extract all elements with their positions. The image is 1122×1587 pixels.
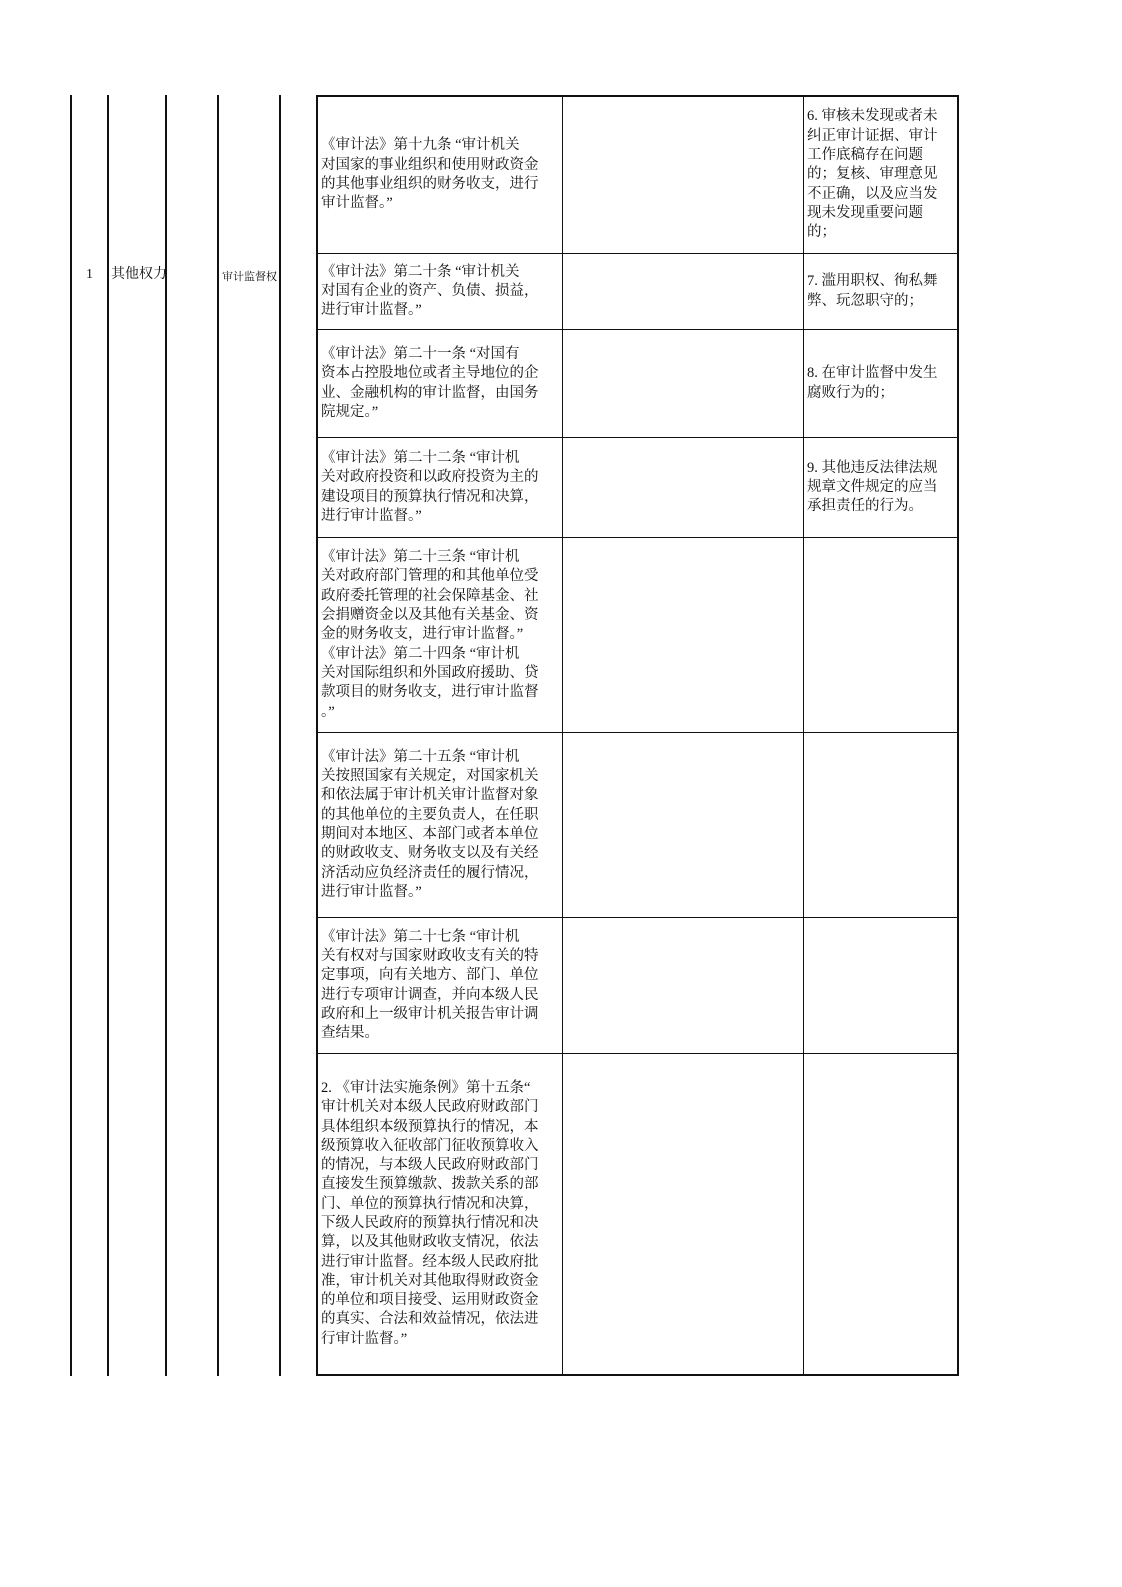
table-row bbox=[318, 330, 957, 438]
middle-cell bbox=[563, 330, 804, 437]
middle-cell bbox=[563, 254, 804, 329]
liability-cell: 6. 审核未发现或者未 纠正审计证据、审计 工作底稿存在问题 的；复核、审理意见 不正确，以及应当发 现未发现重要问题 的； bbox=[807, 108, 938, 241]
table-row bbox=[318, 733, 957, 918]
legal-basis-cell: 《审计法》第十九条 “审计机关 对国家的事业组织和使用财政资金 的其他事业组织的财务收支，进行 审计监督。” bbox=[318, 97, 563, 253]
power-name: 审计监督权 bbox=[222, 271, 277, 283]
legal-basis-cell: 《审计法》第二十条 “审计机关 对国有企业的资产、负债、损益， 进行审计监督。” bbox=[318, 254, 563, 329]
table-row bbox=[318, 1054, 957, 1374]
liability-cell bbox=[804, 733, 957, 917]
left-column-border-1 bbox=[70, 95, 72, 1376]
legal-basis-table bbox=[316, 95, 959, 1376]
middle-cell bbox=[563, 918, 804, 1053]
legal-basis-cell: 《审计法》第二十二条 “审计机 关对政府投资和以政府投资为主的 建设项目的预算执行情况和决算， 进行审计监督。” bbox=[318, 438, 563, 537]
middle-cell bbox=[563, 438, 804, 537]
liability-cell bbox=[804, 538, 957, 732]
table-row bbox=[318, 97, 957, 254]
liability-cell: 8. 在审计监督中发生 腐败行为的； bbox=[807, 365, 938, 401]
left-column-border-2 bbox=[107, 95, 109, 1376]
liability-cell bbox=[804, 918, 957, 1053]
left-column-border-3 bbox=[165, 95, 167, 1376]
middle-cell bbox=[563, 733, 804, 917]
left-column-border-4 bbox=[217, 95, 219, 1376]
left-column-border-5 bbox=[279, 95, 281, 1376]
legal-basis-cell: 《审计法》第二十五条 “审计机 关按照国家有关规定，对国家机关 和依法属于审计机关审计监督对象 的其他单位的主要负责人，在任职 期间对本地区、本部门或者本单位 的财政收支、财务收支以及有关经 济活动应负经济责任的履行情况， 进行审计监督。” bbox=[318, 733, 563, 917]
liability-cell: 7. 滥用职权、徇私舞 弊、玩忽职守的； bbox=[807, 273, 938, 309]
liability-cell: 9. 其他违反法律法规 规章文件规定的应当 承担责任的行为。 bbox=[807, 459, 938, 515]
legal-basis-cell: 2. 《审计法实施条例》第十五条“ 审计机关对本级人民政府财政部门 具体组织本级预算执行的情况，本 级预算收入征收部门征收预算收入 的情况，与本级人民政府财政部门 直接发生预算缴款、拨款关系的部 门、单位的预算执行情况和决算， 下级人民政府的预算执行情况和决 算，以及其他财政收支情况，依法 进行审计监督。经本级人民政府批 准，审计机关对其他取得财政资金 的单位和项目接受、运用财政资金 的真实、合法和效益情况，依法进 行审计监督。” bbox=[318, 1054, 563, 1374]
power-category: 其他权力 bbox=[111, 267, 167, 282]
table-row bbox=[318, 254, 957, 330]
middle-cell bbox=[563, 1054, 804, 1374]
legal-basis-cell: 《审计法》第二十三条 “审计机 关对政府部门管理的和其他单位受 政府委托管理的社会保障基金、社 会捐赠资金以及其他有关基金、资 金的财务收支，进行审计监督。” 《审计法》第二十四条 “审计机 关对国际组织和外国政府援助、贷 款项目的财务收支，进行审计监督 。” bbox=[318, 538, 563, 732]
middle-cell bbox=[563, 538, 804, 732]
row-index: 1 bbox=[86, 267, 93, 282]
legal-basis-cell: 《审计法》第二十一条 “对国有 资本占控股地位或者主导地位的企 业、金融机构的审计监督，由国务 院规定。” bbox=[318, 330, 563, 437]
middle-cell bbox=[563, 97, 804, 253]
legal-basis-cell: 《审计法》第二十七条 “审计机 关有权对与国家财政收支有关的特 定事项，向有关地方、部门、单位 进行专项审计调查，并向本级人民 政府和上一级审计机关报告审计调 查结果。 bbox=[318, 918, 563, 1053]
table-row bbox=[318, 918, 957, 1054]
liability-cell bbox=[804, 1054, 957, 1374]
table-row bbox=[318, 538, 957, 733]
table-row bbox=[318, 438, 957, 538]
